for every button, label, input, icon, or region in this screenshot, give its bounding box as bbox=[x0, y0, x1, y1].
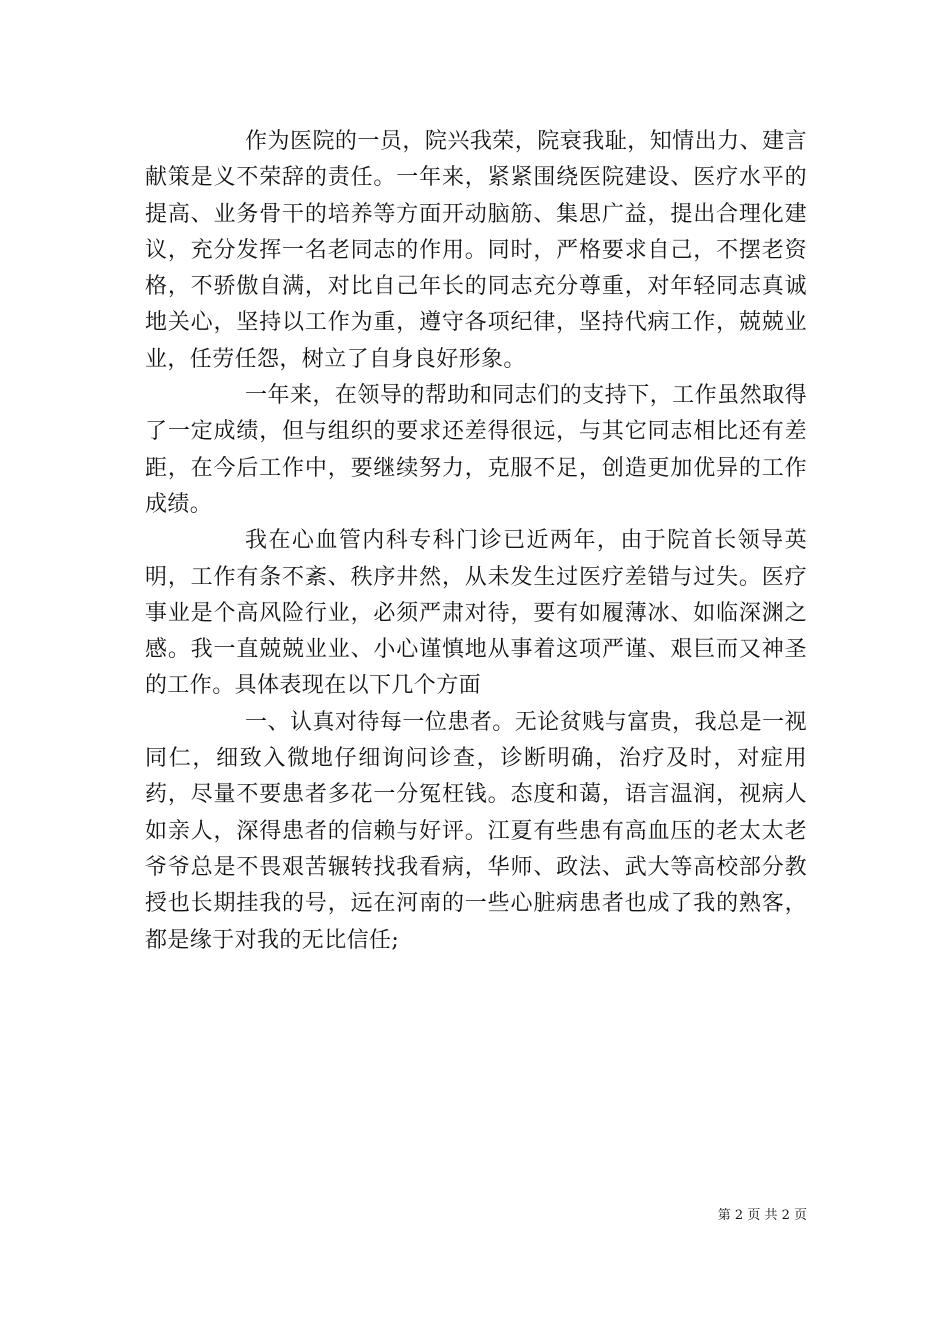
paragraph-3: 我在心血管内科专科门诊已近两年，由于院首长领导英明，工作有条不紊、秩序井然，从未发生过医疗差错与过失。医疗事业是个高风险行业，必须严肃对待，要有如履薄冰、如临深渊之感。我一直兢兢业业、小心谨慎地从事着这项严谨、艰巨而又神圣的工作。具体表现在以下几个方面 bbox=[145, 528, 807, 699]
paragraph-4: 一、认真对待每一位患者。无论贫贱与富贵，我总是一视同仁，细致入微地仔细询问诊查，诊断明确，治疗及时，对症用药，尽量不要患者多花一分冤枉钱。态度和蔼，语言温润，视病人如亲人，深得患者的信赖与好评。江夏有些患有高血压的老太太老爷爷总是不畏艰苦辗转找我看病，华师、政法、武大等高校部分教授也长期挂我的号，远在河南的一些心脏病患者也成了我的熟客，都是缘于对我的无比信任; bbox=[145, 709, 807, 953]
paragraph-1: 作为医院的一员，院兴我荣，院衰我耻，知情出力、建言献策是义不荣辞的责任。一年来，紧紧围绕医院建设、医疗水平的提高、业务骨干的培养等方面开动脑筋、集思广益，提出合理化建议，充分发挥一名老同志的作用。同时，严格要求自己，不摆老资格，不骄傲自满，对比自己年长的同志充分尊重，对年轻同志真诚地关心，坚持以工作为重，遵守各项纪律，坚持代病工作，兢兢业业，任劳任怨，树立了自身良好形象。 bbox=[145, 129, 807, 372]
paragraph-2: 一年来，在领导的帮助和同志们的支持下，工作虽然取得了一定成绩，但与组织的要求还差得很远，与其它同志相比还有差距，在今后工作中，要继续努力，克服不足，创造更加优异的工作成绩。 bbox=[145, 383, 807, 517]
document-body bbox=[145, 124, 807, 959]
page-number-footer: 第 2 页 共 2 页 bbox=[717, 1208, 807, 1223]
